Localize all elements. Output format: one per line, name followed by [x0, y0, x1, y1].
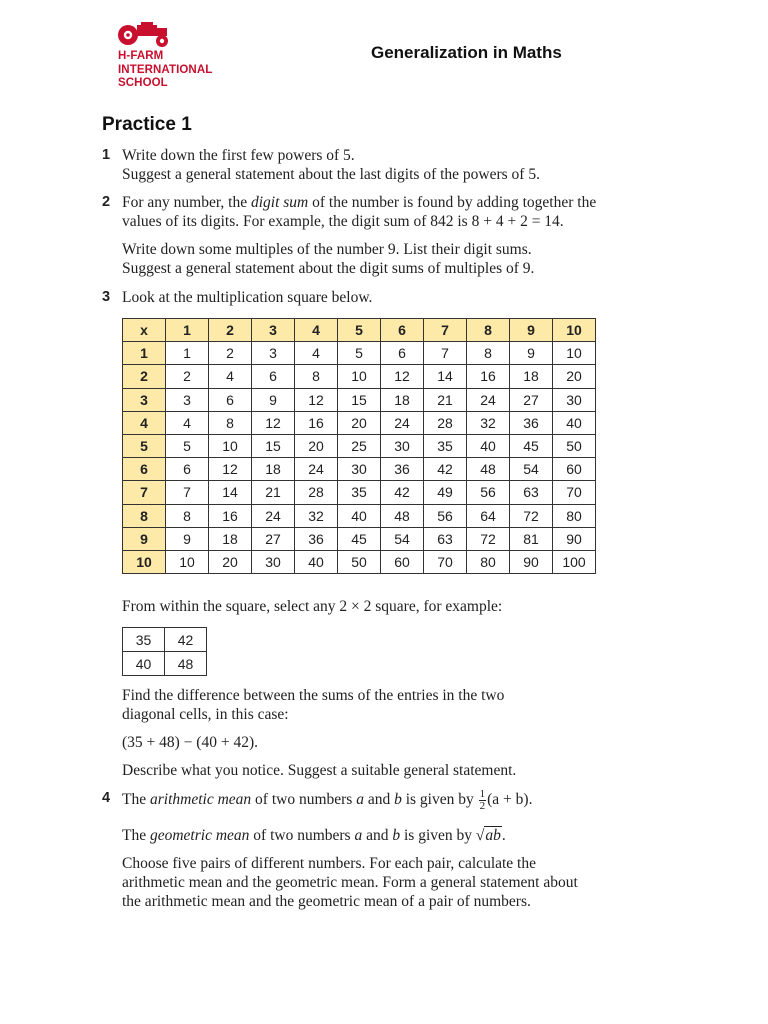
table-cell: 18: [510, 365, 553, 388]
table-row: [123, 527, 596, 550]
table-cell: 16: [467, 365, 510, 388]
school-logo: [118, 22, 238, 91]
table-header-cell: 10: [553, 319, 596, 342]
q3-select-text: From within the square, select any 2 × 2 square, for example:: [122, 598, 503, 615]
table-cell: 10: [166, 550, 209, 573]
table-cell: 12: [381, 365, 424, 388]
table-header-cell: 7: [424, 319, 467, 342]
table-cell: 27: [510, 388, 553, 411]
table-cell: 4: [209, 365, 252, 388]
table-cell: 16: [295, 411, 338, 434]
table-cell: 10: [553, 342, 596, 365]
table-cell: 5: [338, 342, 381, 365]
practice-heading: Practice 1: [102, 114, 192, 135]
q3-describe: Describe what you notice. Suggest a suitable general statement.: [122, 762, 517, 779]
table-cell: 28: [424, 411, 467, 434]
table-row: [123, 365, 596, 388]
table-cell: 40: [295, 550, 338, 573]
table-cell: 30: [553, 388, 596, 411]
table-cell: 24: [467, 388, 510, 411]
table-header-row: [123, 319, 596, 342]
table-row-header: 3: [123, 388, 166, 411]
one-half-fraction: $\frac{1}{2}$: [479, 788, 486, 812]
table-cell: 63: [510, 481, 553, 504]
table-cell: 50: [553, 434, 596, 457]
table-cell: 9: [252, 388, 295, 411]
table-cell: 49: [424, 481, 467, 504]
table-cell: 6: [209, 388, 252, 411]
table-header-cell: 5: [338, 319, 381, 342]
q3-followup: [102, 686, 682, 780]
table-cell: 3: [166, 388, 209, 411]
table-cell: 20: [338, 411, 381, 434]
table-cell: 56: [424, 504, 467, 527]
table-row: [123, 411, 596, 434]
table-cell: 54: [381, 527, 424, 550]
table-cell: 28: [295, 481, 338, 504]
table-cell: 48: [381, 504, 424, 527]
term-geometric-mean: geometric mean: [149, 827, 250, 844]
table-cell: 100: [553, 550, 596, 573]
table-cell: 20: [295, 434, 338, 457]
table-cell: 6: [166, 458, 209, 481]
question-number: 4: [102, 790, 111, 806]
table-cell: 12: [252, 411, 295, 434]
table-header-cell: 8: [467, 319, 510, 342]
table-cell: 8: [467, 342, 510, 365]
table-cell: 72: [467, 527, 510, 550]
table-cell: 16: [209, 504, 252, 527]
question-3: [102, 288, 682, 307]
table-cell: 45: [338, 527, 381, 550]
table-cell: 63: [424, 527, 467, 550]
table-cell: 36: [295, 527, 338, 550]
table-cell: 9: [510, 342, 553, 365]
table-corner-cell: x: [123, 319, 166, 342]
table-cell: 10: [338, 365, 381, 388]
q3-find-line: diagonal cells, in this case:: [122, 706, 289, 723]
multiplication-square: [122, 318, 596, 574]
question-number: 2: [102, 194, 111, 210]
table-cell: 8: [209, 411, 252, 434]
table-cell: 45: [510, 434, 553, 457]
table-row-header: 7: [123, 481, 166, 504]
table-cell: 64: [467, 504, 510, 527]
table-cell: 15: [252, 434, 295, 457]
table-row: [123, 481, 596, 504]
table-row: [123, 434, 596, 457]
q3-find-line: Find the difference between the sums of the entries in the two: [122, 687, 505, 704]
table-cell: 21: [424, 388, 467, 411]
table-cell: 5: [166, 434, 209, 457]
table-cell: 40: [338, 504, 381, 527]
table-cell: 30: [252, 550, 295, 573]
table-cell: 1: [166, 342, 209, 365]
table-row-header: 8: [123, 504, 166, 527]
table-cell: 40: [467, 434, 510, 457]
table-row-header: 4: [123, 411, 166, 434]
table-cell: 7: [424, 342, 467, 365]
question-4: [102, 789, 682, 911]
table-cell: 14: [424, 365, 467, 388]
table-cell: 8: [295, 365, 338, 388]
table-cell: 80: [553, 504, 596, 527]
table-cell: 40: [553, 411, 596, 434]
table-cell: 18: [252, 458, 295, 481]
table-row: [123, 458, 596, 481]
q2-line: Suggest a general statement about the digit sums of multiples of 9.: [122, 260, 535, 277]
table-cell: 2: [209, 342, 252, 365]
table-cell: 60: [381, 550, 424, 573]
table-cell: 80: [467, 550, 510, 573]
table-header-cell: 9: [510, 319, 553, 342]
q4-line: Choose five pairs of different numbers. For each pair, calculate the: [122, 855, 536, 872]
table-row: [123, 550, 596, 573]
table-cell: 8: [166, 504, 209, 527]
table-cell: 32: [467, 411, 510, 434]
table-row-header: 1: [123, 342, 166, 365]
term-arithmetic-mean: arithmetic mean: [149, 791, 252, 809]
table-header-cell: 3: [252, 319, 295, 342]
logo-line: SCHOOL: [118, 77, 168, 89]
question-1: [102, 146, 682, 184]
table-cell: 36: [510, 411, 553, 434]
table-cell: 12: [295, 388, 338, 411]
table-row-header: 9: [123, 527, 166, 550]
table-cell: 35: [424, 434, 467, 457]
q3-select-text-block: [102, 597, 682, 616]
table-cell: 42: [381, 481, 424, 504]
q4-geometric-line: The geometric mean of two numbers a and b is given by √ab.: [122, 827, 506, 844]
table-cell: 35: [338, 481, 381, 504]
table-cell: 24: [252, 504, 295, 527]
table-row-header: 10: [123, 550, 166, 573]
table-cell: 18: [209, 527, 252, 550]
example-cell: 48: [165, 652, 207, 676]
logo-line: H-FARM: [118, 50, 164, 62]
table-row-header: 5: [123, 434, 166, 457]
q4-line: the arithmetic mean and the geometric mean of a pair of numbers.: [122, 893, 531, 910]
table-cell: 14: [209, 481, 252, 504]
table-cell: 15: [338, 388, 381, 411]
q1-line: Suggest a general statement about the last digits of the powers of 5.: [122, 166, 540, 183]
q4-arithmetic-line: The arithmetic mean of two numbers a and b is given by $\frac{1}{2}$ (a + b).: [122, 788, 533, 812]
table-row: [123, 504, 596, 527]
table-cell: 9: [166, 527, 209, 550]
table-cell: 10: [209, 434, 252, 457]
table-cell: 90: [553, 527, 596, 550]
table-cell: 30: [381, 434, 424, 457]
table-cell: 32: [295, 504, 338, 527]
table-row-header: 6: [123, 458, 166, 481]
table-cell: 70: [553, 481, 596, 504]
q2-line: Write down some multiples of the number 9. List their digit sums.: [122, 241, 532, 258]
table-cell: 81: [510, 527, 553, 550]
table-cell: 56: [467, 481, 510, 504]
table-cell: 12: [209, 458, 252, 481]
table-cell: 20: [553, 365, 596, 388]
question-number: 1: [102, 147, 111, 163]
table-cell: 7: [166, 481, 209, 504]
document-title: Generalization in Maths: [371, 43, 562, 62]
table-cell: 60: [553, 458, 596, 481]
table-cell: 3: [252, 342, 295, 365]
example-cell: 42: [165, 628, 207, 652]
question-2: [102, 193, 682, 278]
q4-line: arithmetic mean and the geometric mean. Form a general statement about: [122, 874, 578, 891]
square-root: √ab: [475, 827, 501, 844]
table-cell: 27: [252, 527, 295, 550]
example-2x2-square: [122, 627, 207, 676]
table-cell: 24: [295, 458, 338, 481]
table-header-cell: 1: [166, 319, 209, 342]
example-cell: 40: [123, 652, 165, 676]
table-cell: 2: [166, 365, 209, 388]
q3-expression: (35 + 48) − (40 + 42).: [122, 734, 258, 751]
q2-line: For any number, the digit sum of the number is found by adding together the: [122, 194, 597, 211]
q2-line: values of its digits. For example, the digit sum of 842 is 8 + 4 + 2 = 14.: [122, 213, 564, 230]
table-cell: 4: [166, 411, 209, 434]
table-cell: 72: [510, 504, 553, 527]
table-cell: 18: [381, 388, 424, 411]
table-cell: 90: [510, 550, 553, 573]
table-cell: 54: [510, 458, 553, 481]
table-cell: 6: [381, 342, 424, 365]
table-cell: 4: [295, 342, 338, 365]
logo-line: INTERNATIONAL: [118, 63, 213, 76]
question-number: 3: [102, 289, 111, 305]
table-cell: 6: [252, 365, 295, 388]
table-cell: 42: [424, 458, 467, 481]
table-cell: 20: [209, 550, 252, 573]
table-header-cell: 2: [209, 319, 252, 342]
table-header-cell: 4: [295, 319, 338, 342]
table-cell: 21: [252, 481, 295, 504]
table-row-header: 2: [123, 365, 166, 388]
table-cell: 48: [467, 458, 510, 481]
table-cell: 24: [381, 411, 424, 434]
table-row: [123, 342, 596, 365]
table-cell: 36: [381, 458, 424, 481]
term-digit-sum: digit sum: [250, 194, 309, 211]
table-header-cell: 6: [381, 319, 424, 342]
example-cell: 35: [123, 628, 165, 652]
table-cell: 30: [338, 458, 381, 481]
tractor-icon: [118, 22, 170, 48]
table-cell: 25: [338, 434, 381, 457]
q3-intro: Look at the multiplication square below.: [122, 289, 373, 306]
q1-line: Write down the first few powers of 5.: [122, 147, 355, 164]
table-row: [123, 388, 596, 411]
table-cell: 50: [338, 550, 381, 573]
table-cell: 70: [424, 550, 467, 573]
